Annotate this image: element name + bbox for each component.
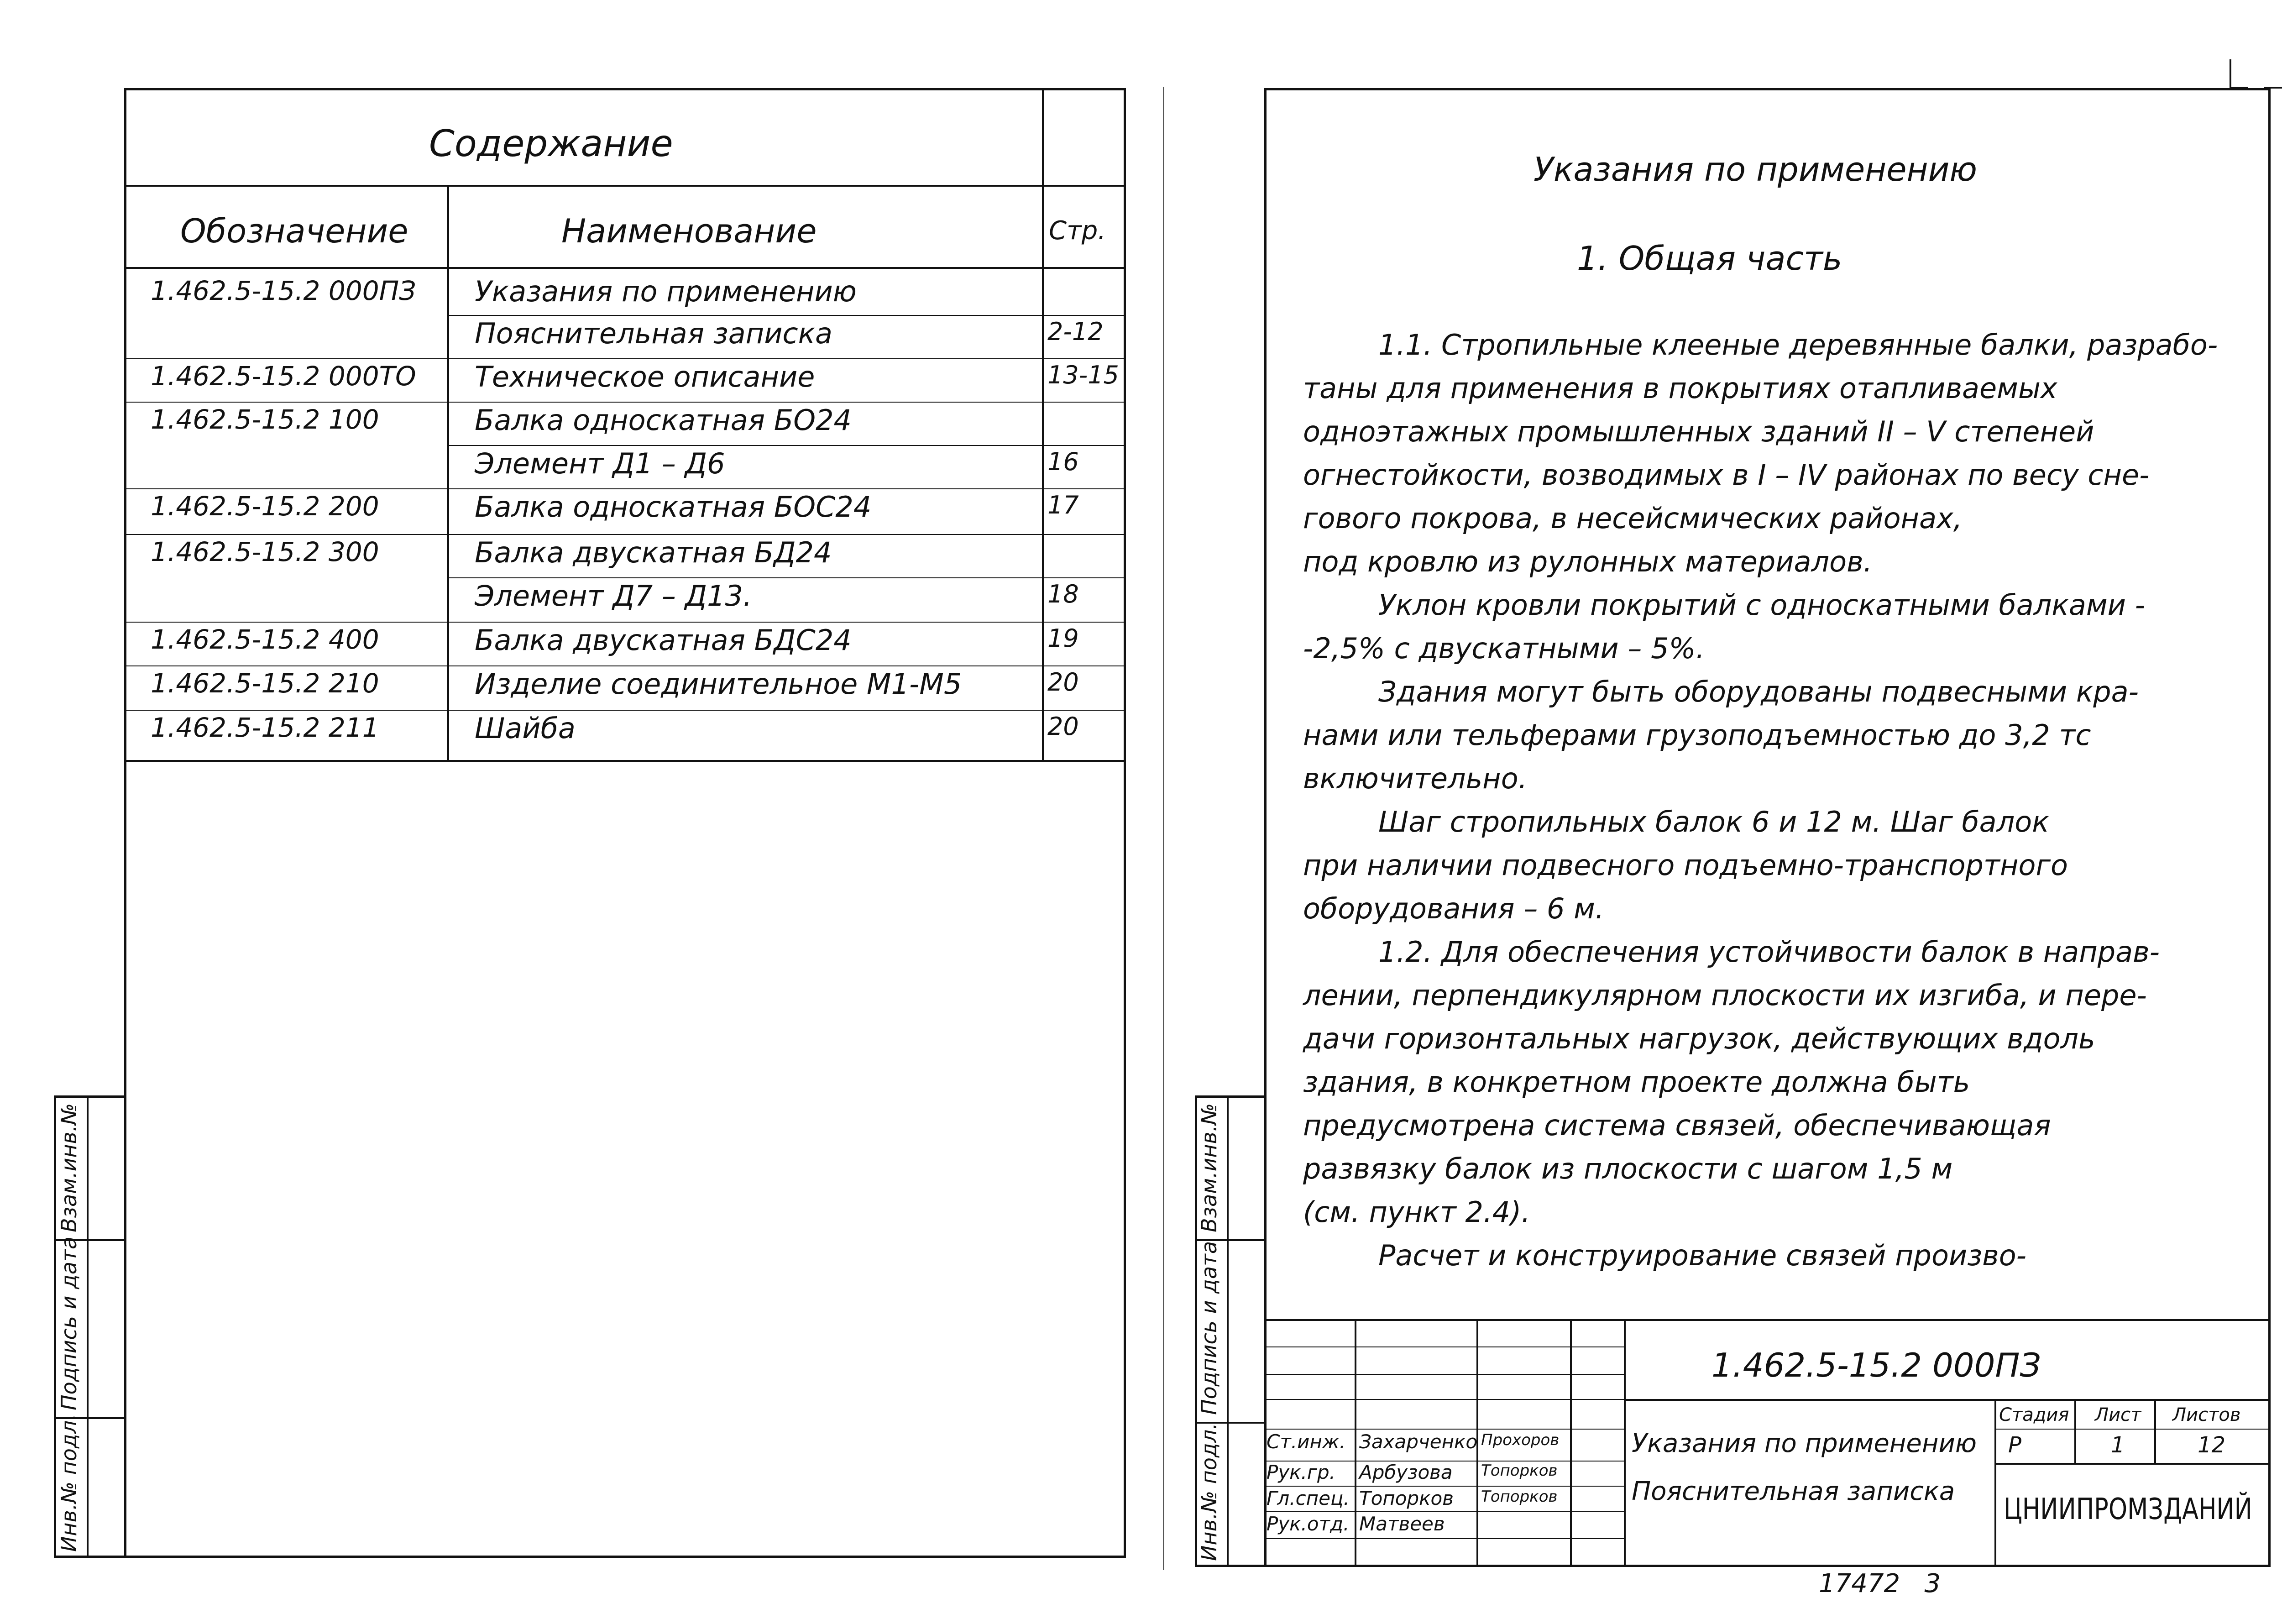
row-page: 17 bbox=[1047, 491, 1079, 519]
body-line: -2,5% с двускатными – 5%. bbox=[1303, 632, 1705, 665]
body-line: таны для применения в покрытиях отапливаемых bbox=[1303, 372, 2057, 405]
tb-sheet: 1 bbox=[2111, 1432, 2125, 1458]
body-line: дачи горизонтальных нагрузок, действующих вдоль bbox=[1303, 1022, 2095, 1055]
row-separator bbox=[447, 445, 1126, 446]
corner-mark bbox=[2264, 87, 2282, 89]
tb-sheet-label: Лист bbox=[2095, 1404, 2141, 1425]
contents-col-divider bbox=[1042, 88, 1044, 760]
body-line: Расчет и конструирование связей произво- bbox=[1378, 1239, 2027, 1272]
contents-title-line bbox=[124, 185, 1126, 187]
row-separator bbox=[447, 315, 1126, 316]
row-separator bbox=[124, 534, 1126, 535]
person-role: Рук.гр. bbox=[1267, 1461, 1335, 1483]
person-role: Ст.инж. bbox=[1267, 1430, 1346, 1453]
row-name: Указания по применению bbox=[475, 275, 857, 308]
person-sign: Топорков bbox=[1481, 1488, 1558, 1506]
text-title: Указания по применению bbox=[1534, 150, 1977, 189]
row-name: Техническое описание bbox=[475, 360, 815, 393]
bottom-number: 17472 3 bbox=[1819, 1569, 1941, 1598]
side-stamp-label: Подпись и дата bbox=[57, 1236, 81, 1410]
header-designation: Обозначение bbox=[180, 212, 408, 250]
body-line: 1.1. Стропильные клееные деревянные балки, разрабо- bbox=[1378, 328, 2218, 361]
body-line: гового покрова, в несейсмических районах, bbox=[1303, 502, 1963, 535]
tb-hline bbox=[1264, 1538, 1624, 1539]
tb-vline bbox=[1570, 1319, 1572, 1567]
row-name: Балка двускатная БДС24 bbox=[475, 623, 852, 657]
tb-vline bbox=[2074, 1399, 2076, 1463]
body-line: при наличии подвесного подъемно-транспортного bbox=[1303, 849, 2068, 882]
corner-mark bbox=[2230, 59, 2231, 87]
row-name: Балка двускатная БД24 bbox=[475, 536, 832, 569]
body-line: под кровлю из рулонных материалов. bbox=[1303, 545, 1873, 578]
body-line: Уклон кровли покрытий с односкатными балками - bbox=[1378, 588, 2145, 622]
side-stamp-label: Взам.инв.№ bbox=[57, 1103, 81, 1232]
side-stamp-label: Взам.инв.№ bbox=[1197, 1103, 1221, 1232]
tb-hline bbox=[1264, 1511, 1624, 1512]
header-name: Наименование bbox=[561, 212, 817, 250]
body-line: Здания могут быть оборудованы подвесными кра- bbox=[1378, 675, 2139, 708]
side-stamp-label: Подпись и дата bbox=[1197, 1241, 1221, 1415]
row-separator bbox=[124, 710, 1126, 711]
row-designation: 1.462.5-15.2 000ТО bbox=[151, 361, 416, 392]
body-line: развязку балок из плоскости с шагом 1,5 м bbox=[1303, 1152, 1953, 1185]
tb-sheets: 12 bbox=[2198, 1432, 2226, 1458]
body-line: одноэтажных промышленных зданий II – V степеней bbox=[1303, 415, 2094, 448]
body-line: нами или тельферами грузоподъемностью до 3,2 тс bbox=[1303, 718, 2091, 752]
body-line: Шаг стропильных балок 6 и 12 м. Шаг балок bbox=[1378, 805, 2049, 838]
section-title: 1. Общая часть bbox=[1577, 239, 1842, 278]
person-role: Рук.отд. bbox=[1267, 1513, 1350, 1535]
row-page: 16 bbox=[1047, 447, 1079, 476]
row-separator bbox=[447, 577, 1126, 578]
row-name: Пояснительная записка bbox=[475, 317, 833, 350]
row-name: Шайба bbox=[475, 712, 576, 745]
row-page: 2-12 bbox=[1047, 317, 1104, 346]
person-sign: Прохоров bbox=[1481, 1431, 1560, 1449]
body-line: оборудования – 6 м. bbox=[1303, 892, 1604, 925]
row-separator bbox=[124, 358, 1126, 359]
row-page: 18 bbox=[1047, 580, 1079, 608]
title-block-top bbox=[1264, 1319, 2271, 1321]
side-stamp-label: Инв.№ подл. bbox=[1197, 1423, 1221, 1561]
person-name: Матвеев bbox=[1359, 1513, 1445, 1535]
contents-end-line bbox=[124, 760, 1126, 762]
person-name: Захарченко bbox=[1359, 1430, 1478, 1453]
tb-hline bbox=[1264, 1346, 1624, 1347]
body-line: 1.2. Для обеспечения устойчивости балок в направ- bbox=[1378, 935, 2160, 969]
body-line: лении, перпендикулярном плоскости их изгиба, и пере- bbox=[1303, 979, 2147, 1012]
tb-vline bbox=[2154, 1399, 2156, 1463]
row-designation: 1.462.5-15.2 200 bbox=[151, 491, 379, 522]
tb-stage-label: Стадия bbox=[1999, 1404, 2069, 1425]
contents-title: Содержание bbox=[429, 122, 673, 165]
header-page: Стр. bbox=[1049, 216, 1106, 246]
row-page: 13-15 bbox=[1047, 361, 1119, 389]
row-separator bbox=[124, 402, 1126, 403]
side-stamp-divider bbox=[1227, 1095, 1229, 1567]
tb-hline bbox=[1264, 1486, 1624, 1487]
row-page: 19 bbox=[1047, 624, 1079, 653]
person-name: Арбузова bbox=[1359, 1461, 1453, 1483]
body-line: (см. пункт 2.4). bbox=[1303, 1195, 1530, 1229]
side-stamp-divider bbox=[87, 1095, 89, 1558]
person-role: Гл.спец. bbox=[1267, 1487, 1350, 1509]
row-separator bbox=[124, 488, 1126, 489]
row-designation: 1.462.5-15.2 000ПЗ bbox=[151, 275, 416, 306]
tb-hline bbox=[1994, 1429, 2271, 1430]
tb-vline bbox=[1355, 1319, 1356, 1567]
tb-vline bbox=[1624, 1319, 1626, 1567]
contents-header-line bbox=[124, 267, 1126, 269]
row-name: Элемент Д7 – Д13. bbox=[475, 579, 752, 613]
tb-org: ЦНИИПРОМЗДАНИЙ bbox=[2004, 1493, 2252, 1526]
tb-sheets-label: Листов bbox=[2172, 1404, 2241, 1425]
row-name: Элемент Д1 – Д6 bbox=[475, 447, 725, 480]
tb-hline bbox=[1264, 1374, 1624, 1375]
row-designation: 1.462.5-15.2 100 bbox=[151, 404, 379, 435]
tb-doc-title-2: Пояснительная записка bbox=[1632, 1477, 1955, 1506]
tb-code: 1.462.5-15.2 000ПЗ bbox=[1712, 1346, 2041, 1384]
row-designation: 1.462.5-15.2 210 bbox=[151, 668, 379, 699]
person-name: Топорков bbox=[1359, 1487, 1454, 1509]
contents-sheet-frame bbox=[124, 88, 1126, 1558]
contents-col-divider bbox=[447, 185, 449, 760]
person-sign: Топорков bbox=[1481, 1462, 1558, 1480]
body-line: включительно. bbox=[1303, 762, 1528, 795]
tb-vline bbox=[1994, 1399, 1996, 1567]
tb-stage: Р bbox=[2008, 1432, 2021, 1458]
tb-hline bbox=[1264, 1429, 1624, 1430]
row-page: 20 bbox=[1047, 668, 1079, 697]
row-name: Балка односкатная БО24 bbox=[475, 403, 852, 437]
row-page: 20 bbox=[1047, 712, 1079, 741]
side-stamp-label: Инв.№ подл. bbox=[57, 1414, 81, 1552]
row-separator bbox=[124, 622, 1126, 623]
row-name: Балка односкатная БОС24 bbox=[475, 490, 872, 524]
body-line: огнестойкости, возводимых в I – IV районах по весу сне- bbox=[1303, 458, 2150, 492]
tb-hline bbox=[1264, 1399, 1624, 1400]
tb-hline bbox=[1994, 1463, 2271, 1465]
row-designation: 1.462.5-15.2 400 bbox=[151, 624, 379, 655]
tb-doc-title-1: Указания по применению bbox=[1632, 1429, 1977, 1458]
row-name: Изделие соединительное М1-М5 bbox=[475, 667, 962, 701]
row-designation: 1.462.5-15.2 211 bbox=[151, 712, 379, 743]
row-separator bbox=[124, 665, 1126, 666]
fold-line bbox=[1163, 87, 1164, 1570]
body-line: предусмотрена система связей, обеспечивающая bbox=[1303, 1109, 2051, 1142]
corner-mark bbox=[2230, 87, 2248, 89]
row-designation: 1.462.5-15.2 300 bbox=[151, 536, 379, 567]
body-line: здания, в конкретном проекте должна быть bbox=[1303, 1065, 1970, 1099]
tb-hline bbox=[1624, 1399, 2271, 1401]
